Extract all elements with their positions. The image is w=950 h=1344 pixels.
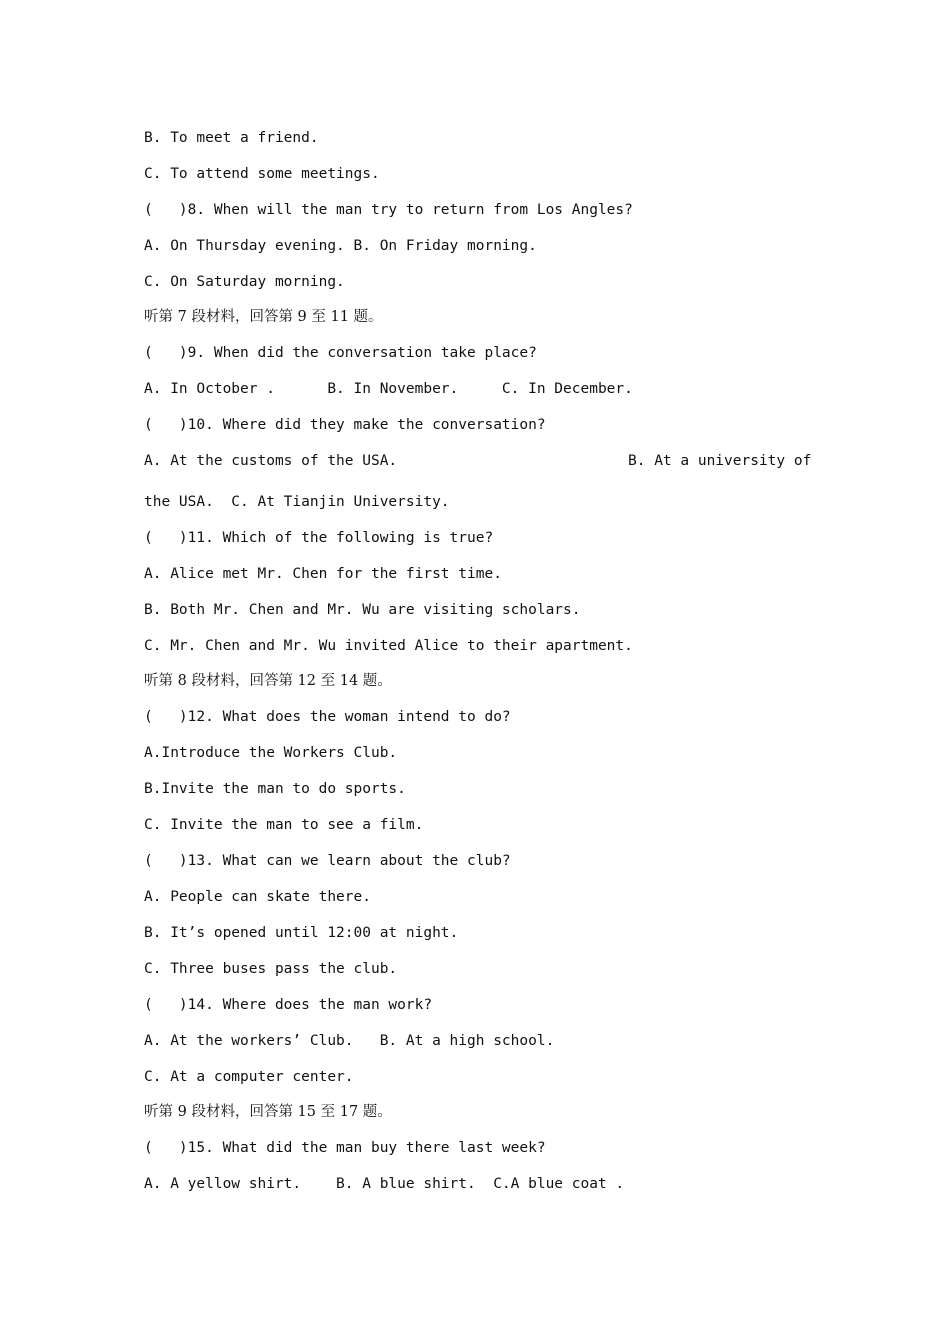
option-line: A. On Thursday evening. B. On Friday morning.	[144, 238, 537, 254]
option-line: A. At the workers’ Club. B. At a high school.	[144, 1033, 555, 1049]
option-line: B. To meet a friend.	[144, 130, 319, 146]
option-line: B. It’s opened until 12:00 at night.	[144, 925, 459, 941]
option-line: C. To attend some meetings.	[144, 166, 380, 182]
option-line: A. In October . B. In November. C. In December.	[144, 381, 633, 397]
question-line: ( )12. What does the woman intend to do?	[144, 709, 511, 725]
option-line: A. At the customs of the USA.	[144, 453, 398, 469]
question-line: ( )9. When did the conversation take place?	[144, 345, 537, 361]
option-line: A.Introduce the Workers Club.	[144, 745, 398, 761]
option-line: C. On Saturday morning.	[144, 274, 345, 290]
section-heading: 听第 7 段材料，回答第 9 至 11 题。	[144, 309, 383, 325]
option-line: C. Three buses pass the club.	[144, 961, 398, 977]
option-line: B.Invite the man to do sports.	[144, 781, 406, 797]
option-line: A. People can skate there.	[144, 889, 371, 905]
question-line: ( )13. What can we learn about the club?	[144, 853, 511, 869]
option-line: A. A yellow shirt. B. A blue shirt. C.A blue coat .	[144, 1176, 625, 1192]
option-line: B. At a university of	[628, 453, 812, 469]
section-heading: 听第 9 段材料，回答第 15 至 17 题。	[144, 1104, 392, 1120]
option-line: C. At a computer center.	[144, 1069, 354, 1085]
question-line: ( )8. When will the man try to return from Los Angles?	[144, 202, 633, 218]
option-line: the USA. C. At Tianjin University.	[144, 494, 450, 510]
question-line: ( )14. Where does the man work?	[144, 997, 433, 1013]
option-line: A. Alice met Mr. Chen for the first time.	[144, 566, 502, 582]
question-line: ( )10. Where did they make the conversation?	[144, 417, 546, 433]
question-line: ( )15. What did the man buy there last week?	[144, 1140, 546, 1156]
option-line: B. Both Mr. Chen and Mr. Wu are visiting scholars.	[144, 602, 581, 618]
section-heading: 听第 8 段材料，回答第 12 至 14 题。	[144, 673, 392, 689]
option-line: C. Mr. Chen and Mr. Wu invited Alice to their apartment.	[144, 638, 633, 654]
question-line: ( )11. Which of the following is true?	[144, 530, 494, 546]
option-line: C. Invite the man to see a film.	[144, 817, 424, 833]
